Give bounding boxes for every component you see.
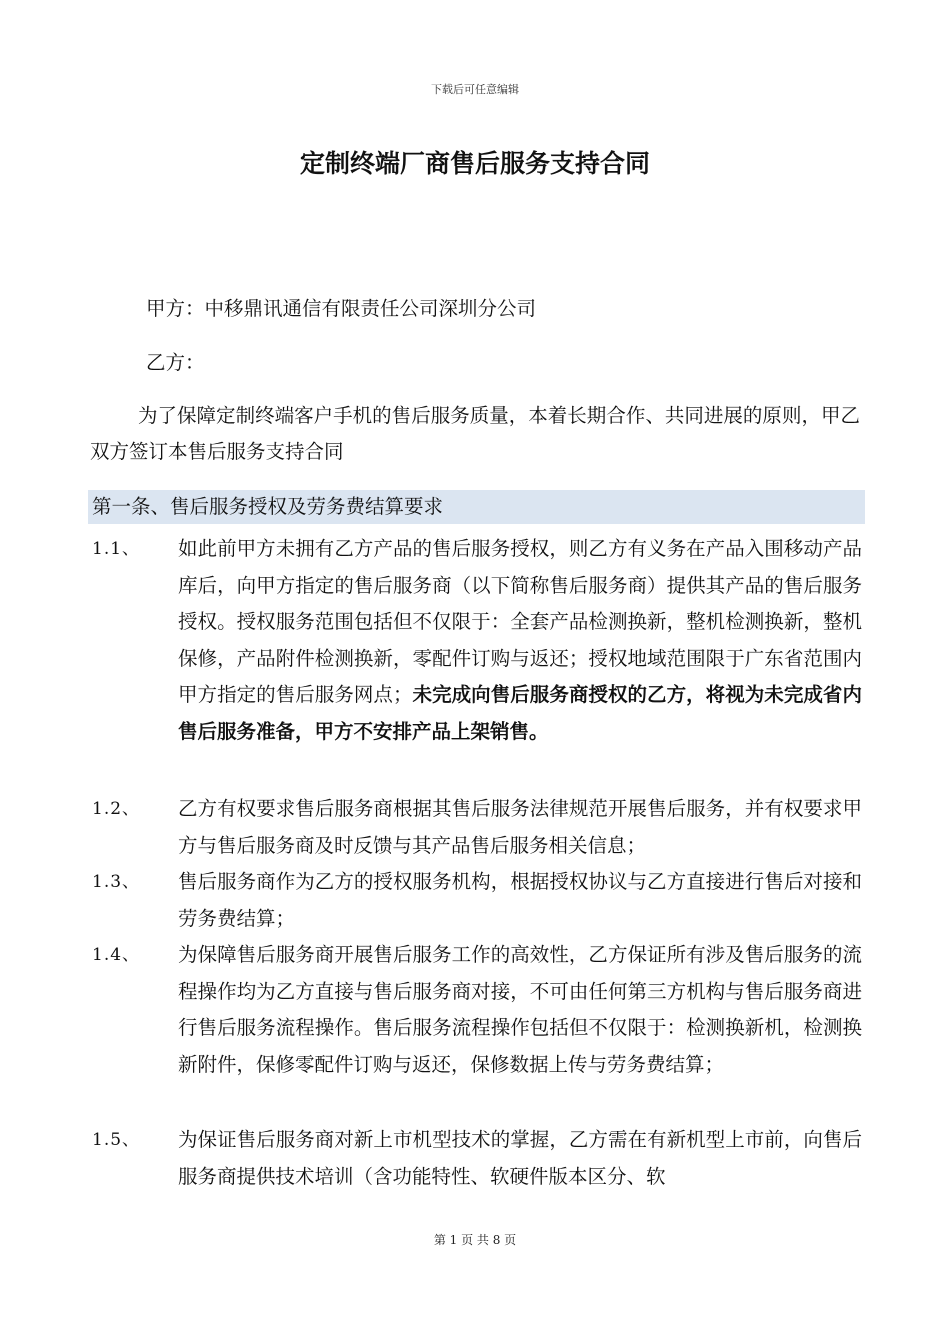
clause-number: 1.3、 xyxy=(92,872,141,892)
section-heading-bar xyxy=(88,490,865,524)
clause-number: 1.5、 xyxy=(92,1130,141,1150)
header-note: 下载后可任意编辑 xyxy=(431,83,519,96)
intro-paragraph: 为了保障定制终端客户手机的售后服务质量，本着长期合作、共同进展的原则，甲乙双方签订本售后服务支持合同 xyxy=(90,404,860,463)
clause-text: 为保证售后服务商对新上市机型技术的掌握，乙方需在有新机型上市前，向售后服务商提供技术培训（含功能特性、软硬件版本区分、软 xyxy=(178,1128,862,1188)
clause-number: 1.4、 xyxy=(92,945,141,965)
clause-text: 为保障售后服务商开展售后服务工作的高效性，乙方保证所有涉及售后服务的流程操作均为乙方直接与售后服务商对接，不可由任何第三方机构与售后服务商进行售后服务流程操作。售后服务流程操作包括但不仅限于：检测换新机，检测换新附件，保修零配件订购与返还，保修数据上传与劳务费结算； xyxy=(178,943,862,1076)
section-heading: 第一条、售后服务授权及劳务费结算要求 xyxy=(92,495,444,518)
clause-number: 1.1、 xyxy=(92,539,141,559)
party-a: 甲方：中移鼎讯通信有限责任公司深圳分公司 xyxy=(146,297,537,320)
clause-text: 售后服务商作为乙方的授权服务机构，根据授权协议与乙方直接进行售后对接和劳务费结算； xyxy=(178,870,862,930)
page-footer: 第 1 页 共 8 页 xyxy=(433,1233,517,1247)
clause-text: 乙方有权要求售后服务商根据其售后服务法律规范开展售后服务，并有权要求甲方与售后服务商及时反馈与其产品售后服务相关信息； xyxy=(178,797,862,857)
clause-bold-text: 未完成向售后服务商授权的乙方，将视为未完成省内售后服务准备，甲方不安排产品上架销售。 xyxy=(178,683,862,743)
document-title: 定制终端厂商售后服务支持合同 xyxy=(299,149,650,178)
clause-text xyxy=(178,531,862,750)
clause-body: 如此前甲方未拥有乙方产品的售后服务授权，则乙方有义务在产品入围移动产品库后，向甲方指定的售后服务商（以下简称售后服务商）提供其产品的售后服务授权。授权服务范围包括但不仅限于：全套产品检测换新，整机检测换新，整机保修，产品附件检测换新，零配件订购与返还；授权地域范围限于广东省范围内甲方指定的售后服务网点； xyxy=(178,537,862,706)
party-b: 乙方： xyxy=(146,351,205,374)
clause-number: 1.2、 xyxy=(92,799,141,819)
